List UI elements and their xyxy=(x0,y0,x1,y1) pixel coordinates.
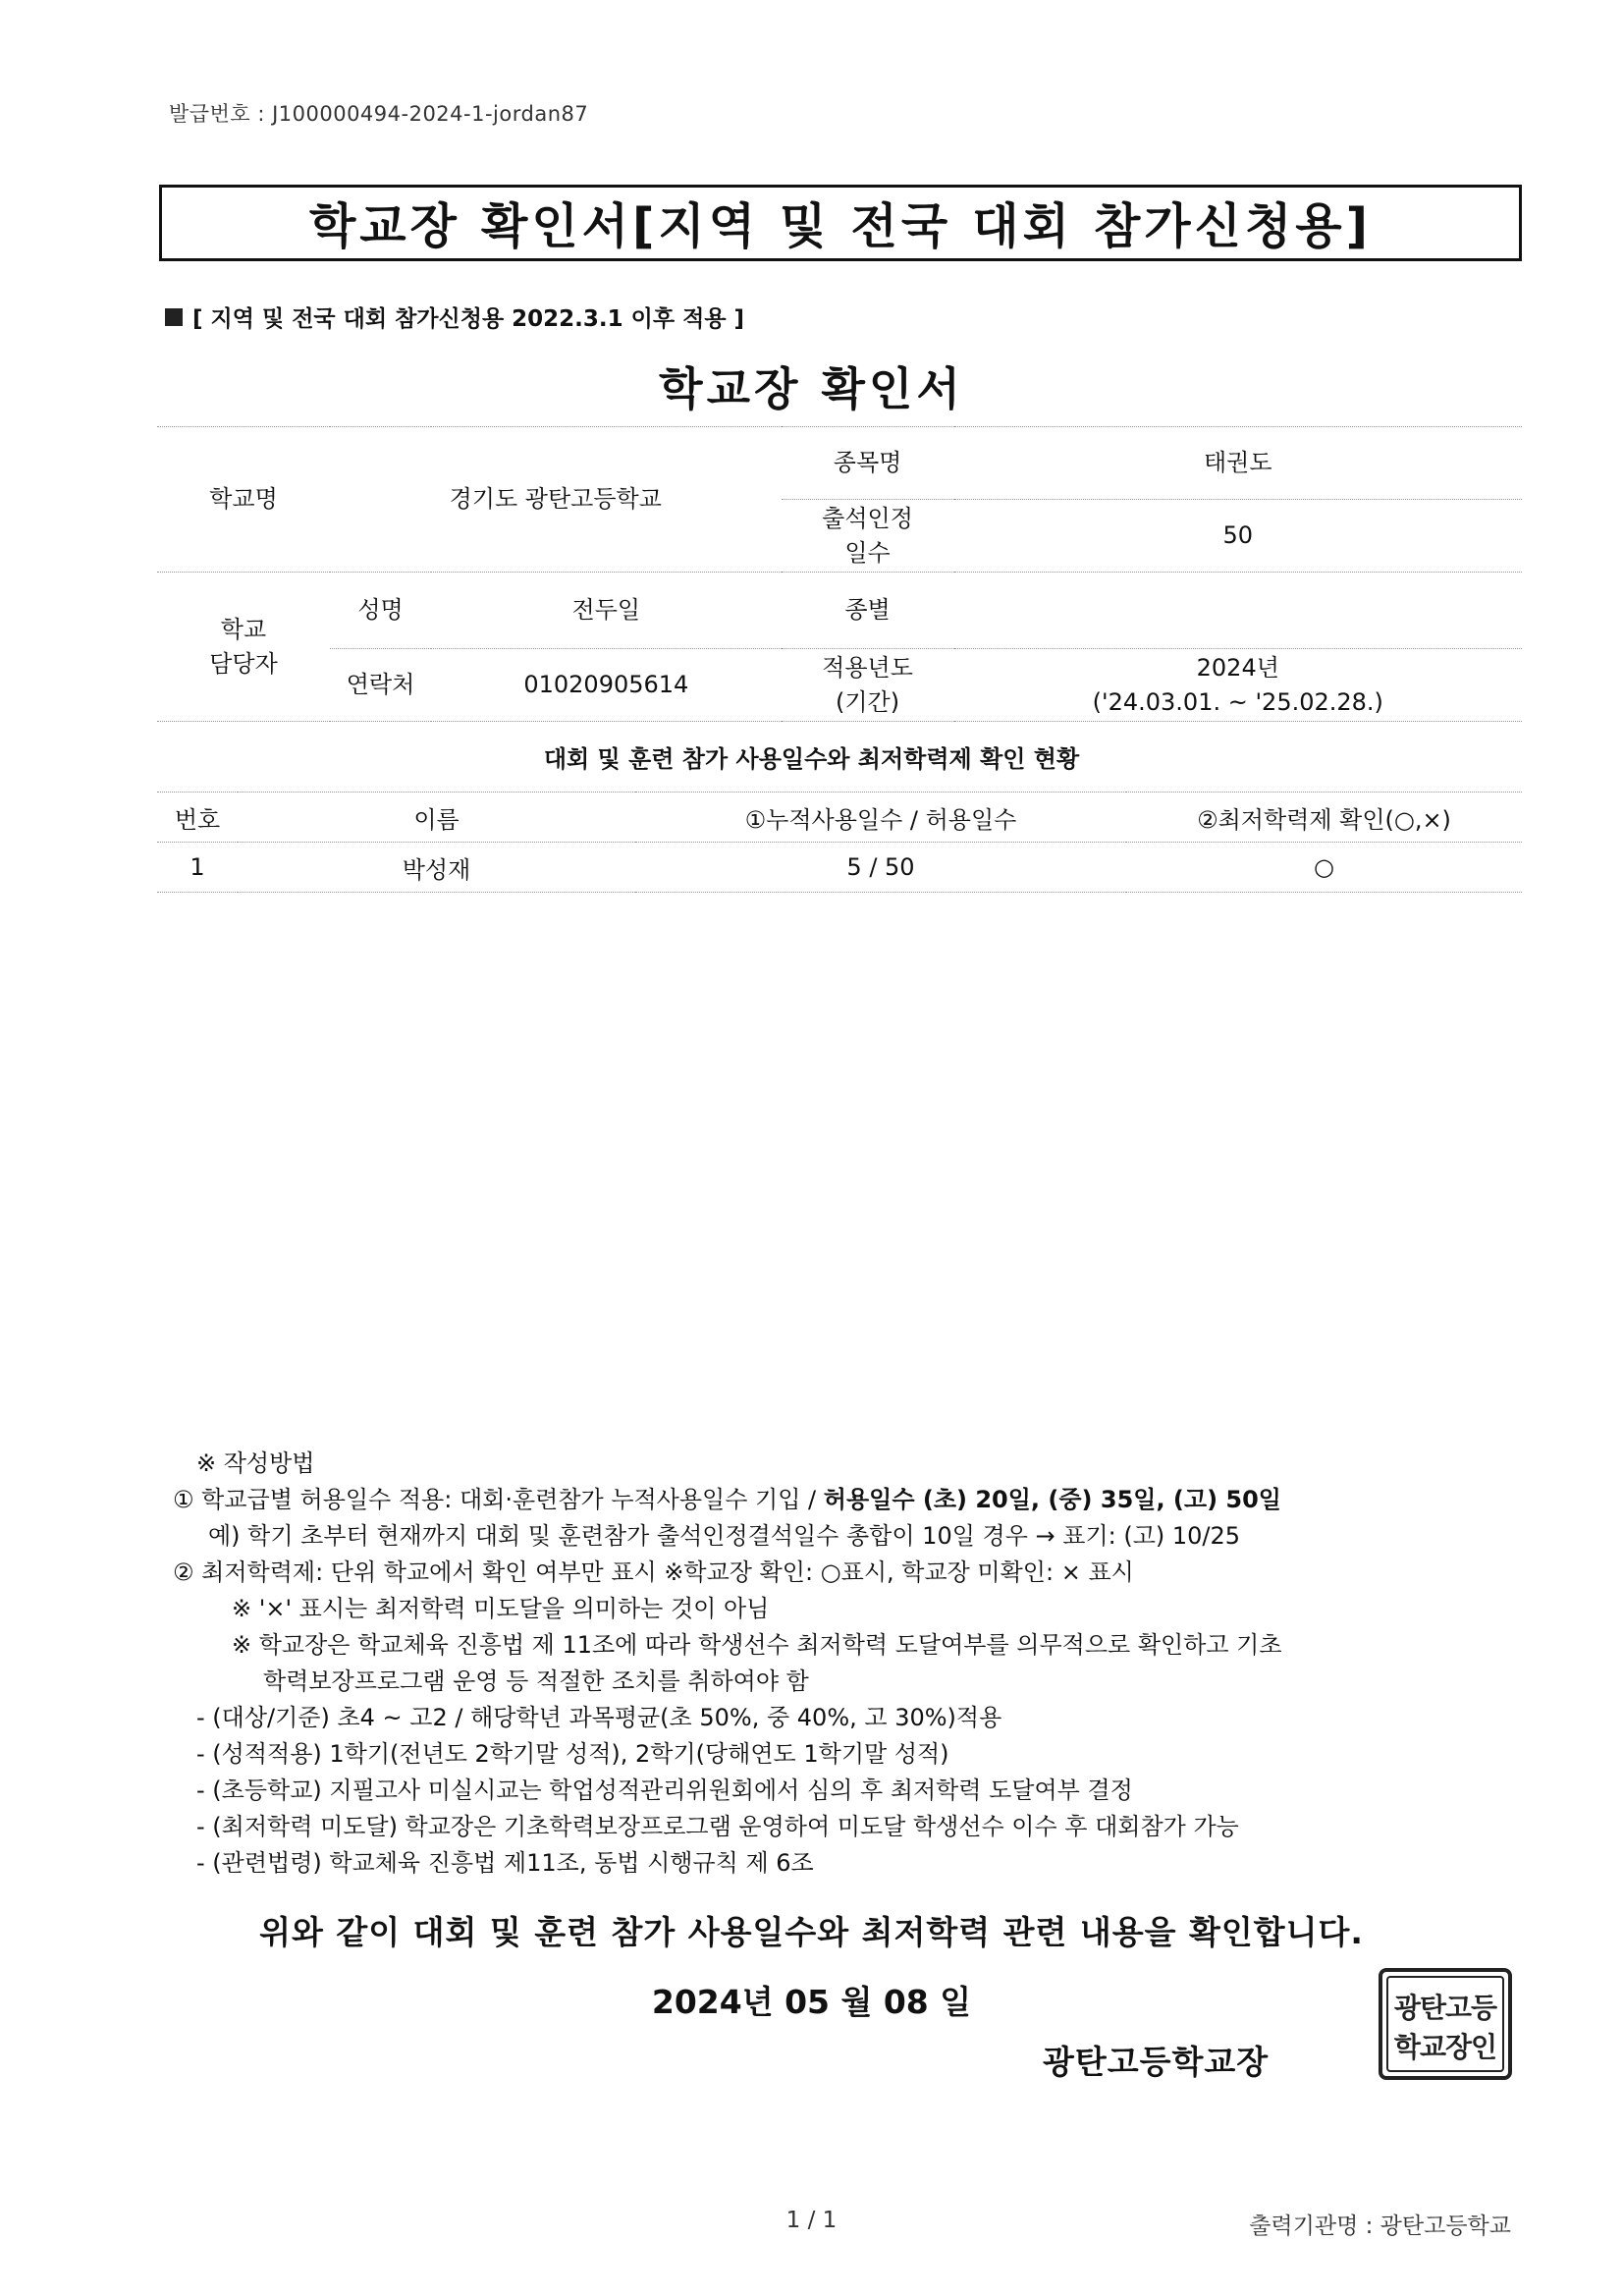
school-name-value: 경기도 광탄고등학교 xyxy=(330,427,782,573)
row-days: 5 / 50 xyxy=(635,843,1126,893)
writing-instructions xyxy=(173,1446,1449,1882)
sport-label: 종목명 xyxy=(782,427,954,500)
issue-number: 발급번호 : J100000494-2024-1-jordan87 xyxy=(169,102,589,126)
contact-value: 01020905614 xyxy=(431,649,781,722)
svg-text:광탄고등: 광탄고등 xyxy=(1393,1992,1497,2024)
note-2-a: ※ '×' 표시는 최저학력 미도달을 의미하는 것이 아님 xyxy=(232,1595,770,1622)
contact-label: 연락처 xyxy=(330,649,431,722)
main-title: 학교장 확인서[지역 및 전국 대회 참가신청용] xyxy=(308,198,1373,254)
table-row xyxy=(157,843,1522,893)
svg-text:학교장인: 학교장인 xyxy=(1393,2031,1497,2063)
table-header-row xyxy=(157,793,1522,843)
note-1-bold: 허용일수 (초) 20일, (중) 35일, (고) 50일 xyxy=(823,1486,1281,1513)
note-1 xyxy=(173,1482,1449,1518)
detail-5: - (관련법령) 학교체육 진흥법 제11조, 동법 시행규칙 제 6조 xyxy=(196,1849,814,1877)
issuer-name: 출력기관명 : 광탄고등학교 xyxy=(1249,2214,1511,2239)
row-name: 박성재 xyxy=(238,843,635,893)
page-number: 1 / 1 xyxy=(785,2208,838,2233)
note-1-text: ① 학교급별 허용일수 적용: 대회·훈련참가 누적사용일수 기입 / xyxy=(173,1486,824,1513)
staff-name-value: 전두일 xyxy=(431,573,781,649)
document-heading: 학교장 확인서 xyxy=(659,362,964,415)
detail-2: - (성적적용) 1학기(전년도 2학기말 성적), 2학기(당해연도 1학기말 성적) xyxy=(196,1740,949,1768)
main-title-box xyxy=(159,185,1522,261)
row-no: 1 xyxy=(157,843,238,893)
section-note-text: [ 지역 및 전국 대회 참가신청용 2022.3.1 이후 적용 ] xyxy=(192,306,745,332)
status-title: 대회 및 훈련 참가 사용일수와 최저학력제 확인 현황 xyxy=(543,745,1080,773)
header-check: ②최저학력제 확인(○,×) xyxy=(1126,793,1522,843)
category-value xyxy=(954,573,1522,649)
confirmation-statement: 위와 같이 대회 및 훈련 참가 사용일수와 최저학력 관련 내용을 확인합니다. xyxy=(259,1913,1364,1951)
info-table xyxy=(157,426,1522,722)
note-2-b1: ※ 학교장은 학교체육 진흥법 제 11조에 따라 학생선수 최저학력 도달여부를 의무적으로 확인하고 기초 xyxy=(232,1631,1282,1659)
notes-heading: ※ 작성방법 xyxy=(196,1449,315,1477)
issue-date: 2024년 05 월 08 일 xyxy=(651,1983,972,2021)
participation-table xyxy=(157,792,1522,893)
header-name: 이름 xyxy=(238,793,635,843)
principal-signature: 광탄고등학교장 xyxy=(1043,2043,1270,2081)
note-1-example: 예) 학기 초부터 현재까지 대회 및 훈련참가 출석인정결석일수 총합이 10일 경우 → 표기: (고) 10/25 xyxy=(208,1522,1241,1550)
detail-1: - (대상/기준) 초4 ~ 고2 / 해당학년 과목평균(초 50%, 중 40%, 고 30%)적용 xyxy=(196,1704,1002,1731)
staff-name-label: 성명 xyxy=(330,573,431,649)
attendance-days-value: 50 xyxy=(954,500,1522,573)
staff-label: 학교 담당자 xyxy=(157,573,330,722)
detail-4: - (최저학력 미도달) 학교장은 기초학력보장프로그램 운영하여 미도달 학생선수 이수 후 대회참가 가능 xyxy=(196,1813,1239,1840)
applied-year-value: 2024년 ('24.03.01. ~ '25.02.28.) xyxy=(954,649,1522,722)
square-bullet-icon xyxy=(165,308,183,326)
attendance-days-label: 출석인정 일수 xyxy=(782,500,954,573)
sport-value: 태권도 xyxy=(954,427,1522,500)
applied-year-label: 적용년도 (기간) xyxy=(782,649,954,722)
note-2: ② 최저학력제: 단위 학교에서 확인 여부만 표시 ※학교장 확인: ○표시, 학교장 미확인: × 표시 xyxy=(173,1558,1134,1586)
header-days: ①누적사용일수 / 허용일수 xyxy=(635,793,1126,843)
header-no: 번호 xyxy=(157,793,238,843)
row-check: ○ xyxy=(1126,843,1522,893)
official-seal-icon xyxy=(1377,1966,1514,2082)
detail-3: - (초등학교) 지필고사 미실시교는 학업성적관리위원회에서 심의 후 최저학력 도달여부 결정 xyxy=(196,1777,1133,1804)
note-2-b2: 학력보장프로그램 운영 등 적절한 조치를 취하여야 함 xyxy=(263,1667,809,1695)
section-note xyxy=(165,301,744,333)
school-name-label: 학교명 xyxy=(157,427,330,573)
category-label: 종별 xyxy=(782,573,954,649)
